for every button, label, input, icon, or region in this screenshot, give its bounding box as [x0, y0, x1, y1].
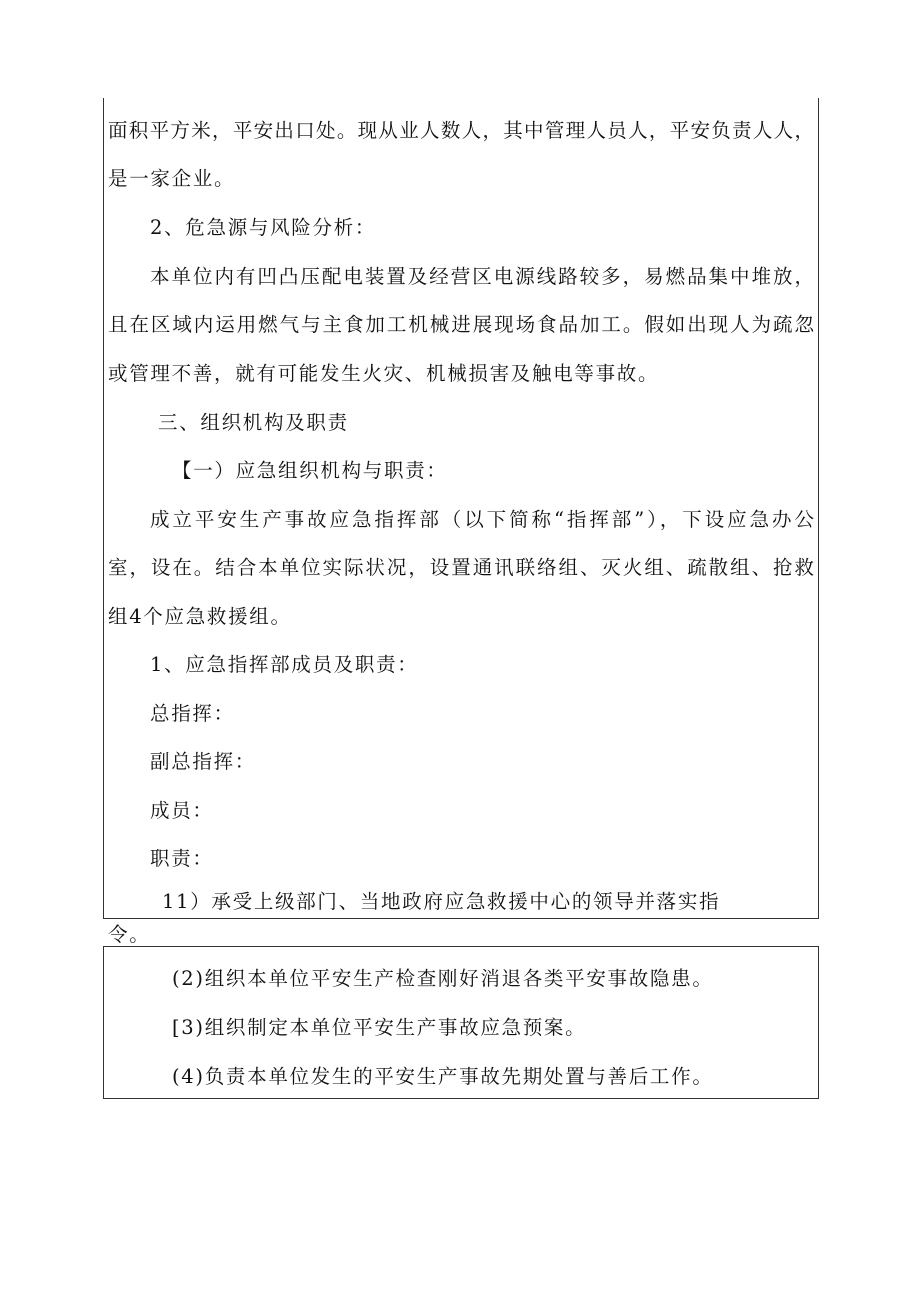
text-line-area-description: 面积平方米，平安出口处。现从业人数人，其中管理人员人，平安负责人人，	[108, 119, 814, 142]
label-deputy-commander: 副总指挥：	[150, 750, 257, 773]
heading-command-members: 1、应急指挥部成员及职责：	[150, 653, 419, 676]
text-line-command-1: 成立平安生产事故应急指挥部（以下简称“指挥部”），下设应急办公	[150, 508, 814, 531]
text-line-hazard-1: 本单位内有凹凸压配电装置及经营区电源线路较多，易燃品集中堆放，	[150, 265, 814, 288]
heading-organization: 三、组织机构及职责	[158, 411, 349, 434]
duty-item-2: (2)组织本单位平安生产检查刚好消退各类平安事故隐患。	[172, 967, 714, 990]
text-line-command-3: 组4个应急救援组。	[108, 605, 292, 628]
label-members: 成员：	[150, 799, 214, 822]
duty-item-4: (4)负责本单位发生的平安生产事故先期处置与善后工作。	[172, 1065, 714, 1088]
label-chief-commander: 总指挥：	[150, 702, 235, 725]
duty-item-1-continuation: 令。	[108, 923, 151, 946]
text-line-enterprise-type: 是一家企业。	[108, 167, 236, 190]
text-line-hazard-2: 且在区域内运用燃气与主食加工机械进展现场食品加工。假如出现人为疏忽	[108, 313, 814, 336]
label-duties: 职责：	[150, 847, 214, 870]
heading-hazard-analysis: 2、危急源与风险分析：	[150, 216, 377, 239]
text-line-command-2: 室，设在。结合本单位实际状况，设置通讯联络组、灭火组、疏散组、抢救	[108, 556, 814, 579]
duty-item-3: [3)组织制定本单位平安生产事故应急预案。	[172, 1016, 587, 1039]
duty-item-1: 11）承受上级部门、当地政府应急救援中心的领导并落实指	[162, 890, 721, 913]
text-line-hazard-3: 或管理不善，就有可能发生火灾、机械损害及触电等事故。	[108, 362, 660, 385]
heading-emergency-organization: 【一）应急组织机构与职责：	[172, 459, 448, 482]
